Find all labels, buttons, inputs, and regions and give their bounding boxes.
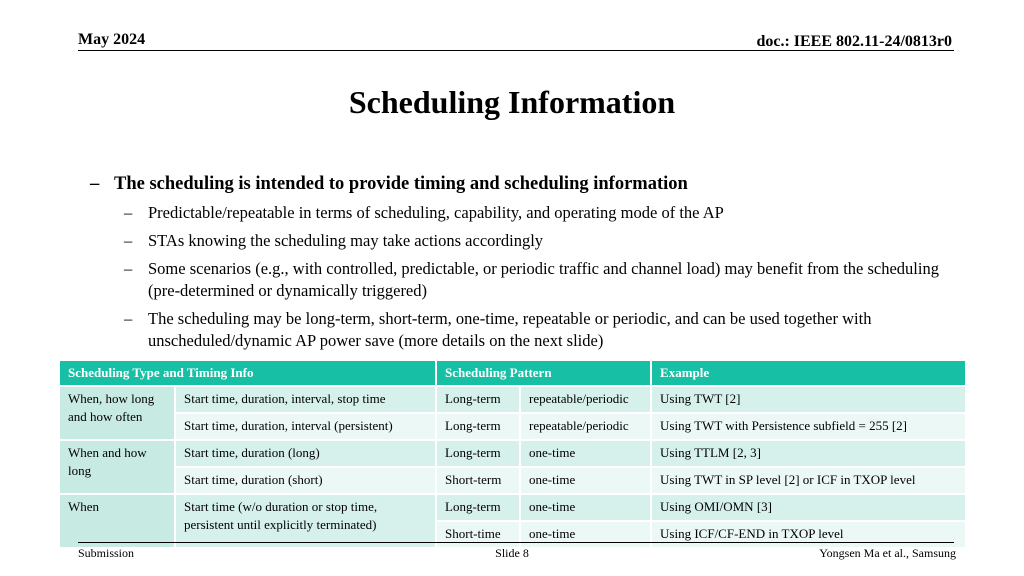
sub-bullet-text: The scheduling may be long-term, short-term, one-time, repeatable or periodic, and can be used together with unscheduled/dynamic AP power save (more details on the next slide) (148, 309, 872, 350)
pattern-cell: repeatable/periodic (520, 413, 651, 440)
term-cell: Short-term (436, 467, 520, 494)
bullet-dash: – (124, 309, 133, 328)
col-header-type: Scheduling Type and Timing Info (59, 360, 436, 386)
sub-bullet (90, 258, 950, 302)
table-row (59, 494, 966, 521)
footer-authors: Yongsen Ma et al., Samsung (819, 546, 956, 560)
bullet-dash: – (90, 174, 100, 194)
example-cell: Using TWT [2] (651, 386, 966, 413)
timing-info-cell: Start time, duration, interval (persistent) (175, 413, 436, 440)
main-bullet (90, 172, 950, 196)
example-cell: Using TWT with Persistence subfield = 255 [2] (651, 413, 966, 440)
table-row (59, 413, 966, 440)
col-header-pattern: Scheduling Pattern (436, 360, 651, 386)
footer-slide-number: Slide 8 (495, 546, 529, 560)
footer-rule (78, 542, 954, 543)
sub-bullet (90, 230, 950, 252)
scheduling-table (58, 359, 967, 549)
pattern-cell: one-time (520, 440, 651, 467)
sub-bullet-text: Predictable/repeatable in terms of scheduling, capability, and operating mode of the AP (148, 203, 724, 222)
header-doc-id: doc.: IEEE 802.11-24/0813r0 (756, 33, 952, 50)
timing-info-cell: Start time, duration (long) (175, 440, 436, 467)
pattern-cell: one-time (520, 494, 651, 521)
timing-info-cell: Start time (w/o duration or stop time, persistent until explicitly terminated) (175, 494, 436, 548)
sub-bullet-text: Some scenarios (e.g., with controlled, predictable, or periodic traffic and channel load) may benefit from the scheduling (pre-determined or dynamically triggered) (148, 259, 939, 300)
table-row (59, 386, 966, 413)
bullet-dash: – (124, 259, 133, 278)
table-row (59, 467, 966, 494)
main-bullet-text: The scheduling is intended to provide timing and scheduling information (114, 174, 688, 194)
group-label: When and how long (59, 440, 175, 494)
timing-info-cell: Start time, duration (short) (175, 467, 436, 494)
pattern-cell: one-time (520, 467, 651, 494)
term-cell: Long-term (436, 386, 520, 413)
pattern-cell: repeatable/periodic (520, 386, 651, 413)
term-cell: Long-term (436, 494, 520, 521)
term-cell: Long-term (436, 413, 520, 440)
pattern-cell: one-time (520, 521, 651, 548)
group-label: When, how long and how often (59, 386, 175, 440)
header-rule (78, 50, 954, 51)
sub-bullet (90, 202, 950, 224)
slide-title: Scheduling Information (348, 84, 676, 120)
example-cell: Using TWT in SP level [2] or ICF in TXOP level (651, 467, 966, 494)
example-cell: Using OMI/OMN [3] (651, 494, 966, 521)
bullet-dash: – (124, 203, 133, 222)
example-cell: Using ICF/CF-END in TXOP level (651, 521, 966, 548)
col-header-example: Example (651, 360, 966, 386)
term-cell: Long-term (436, 440, 520, 467)
example-cell: Using TTLM [2, 3] (651, 440, 966, 467)
bullet-dash: – (124, 231, 133, 250)
sub-bullet (90, 308, 950, 352)
group-label: When (59, 494, 175, 548)
table-row (59, 440, 966, 467)
table-header-row (59, 360, 966, 386)
bullet-list (90, 172, 950, 352)
timing-info-cell: Start time, duration, interval, stop time (175, 386, 436, 413)
header-date: May 2024 (78, 31, 146, 48)
term-cell: Short-time (436, 521, 520, 548)
footer-submission: Submission (78, 546, 135, 560)
sub-bullet-text: STAs knowing the scheduling may take actions accordingly (148, 231, 544, 250)
